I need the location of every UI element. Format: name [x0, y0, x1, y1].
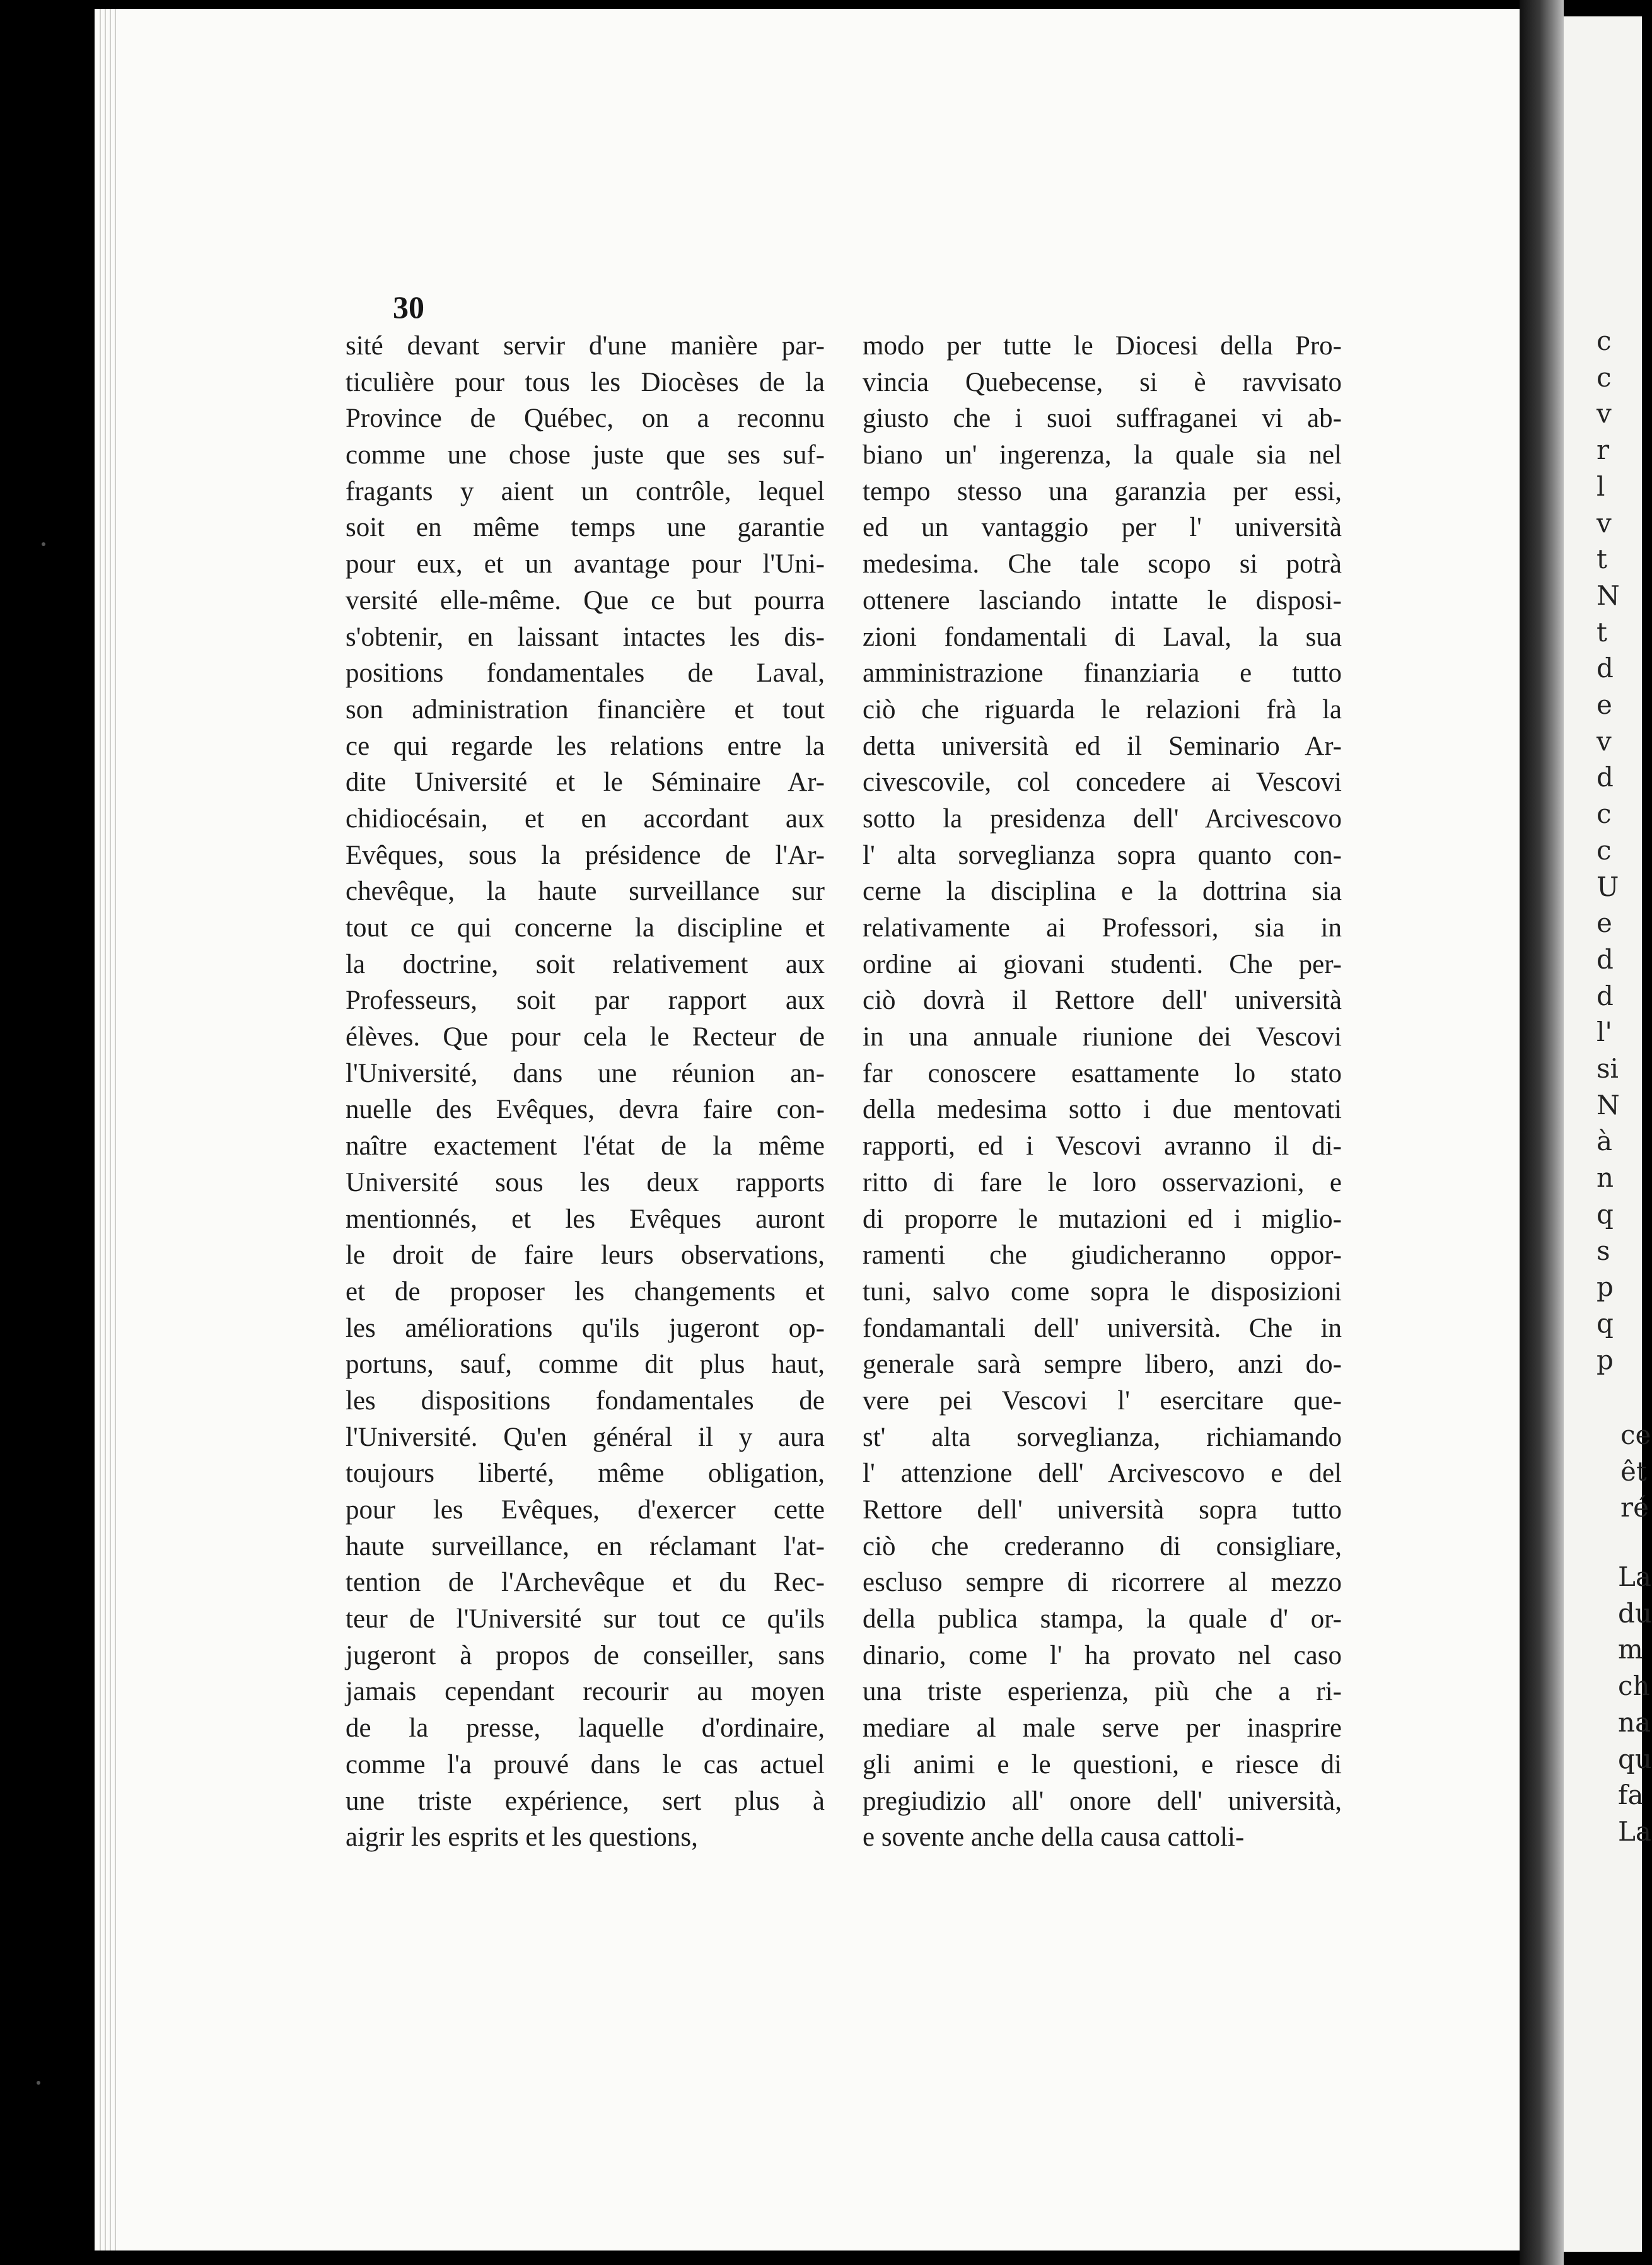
- speck: [37, 2081, 40, 2085]
- italian-text-line: l' attenzione dell' Arcivescovo e del: [863, 1459, 1342, 1489]
- french-text-line: élèves. Que pour cela le Recteur de: [346, 1022, 825, 1052]
- italian-text-line: giusto che i suoi suffraganei vi ab-: [863, 404, 1342, 434]
- facing-page-fragment: U: [1597, 871, 1619, 902]
- french-text-line: tention de l'Archevêque et du Rec-: [346, 1568, 825, 1598]
- facing-page-fragment: N: [1597, 579, 1620, 611]
- french-text-line: toujours liberté, même obligation,: [346, 1459, 825, 1489]
- french-text-line: aigrir les esprits et les questions,: [346, 1822, 698, 1853]
- italian-text-line: tuni, salvo come sopra le disposizioni: [863, 1276, 1342, 1307]
- facing-page-fragment: êt: [1620, 1455, 1647, 1487]
- page-edge: [110, 9, 111, 2250]
- italian-text-line: ed un vantaggio per l' università: [863, 513, 1342, 543]
- facing-page-fragment: La: [1618, 1815, 1651, 1847]
- speck: [42, 542, 45, 546]
- italian-text-line: l' alta sorveglianza sopra quanto con-: [863, 840, 1342, 870]
- french-text-column: [346, 328, 825, 1856]
- facing-page-fragment: ce: [1620, 1419, 1651, 1450]
- french-text-line: Province de Québec, on a reconnu: [346, 404, 825, 434]
- facing-page-fragment: t: [1597, 544, 1607, 575]
- facing-page-fragment: l: [1597, 470, 1605, 502]
- italian-text-line: st' alta sorveglianza, richiamando: [863, 1422, 1342, 1452]
- facing-page-fragment: N: [1597, 1089, 1620, 1121]
- facing-page-fragment: d: [1597, 980, 1614, 1011]
- page-edge: [105, 9, 106, 2250]
- french-text-line: de la presse, laquelle d'ordinaire,: [346, 1713, 825, 1744]
- facing-page-fragment: d: [1597, 943, 1614, 975]
- italian-text-line: della publica stampa, la quale d' or-: [863, 1604, 1342, 1634]
- italian-text-line: cerne la disciplina e la dottrina sia: [863, 876, 1342, 907]
- italian-text-line: generale sarà sempre libero, anzi do-: [863, 1349, 1342, 1380]
- italian-text-line: fondamantali dell' università. Che in: [863, 1313, 1342, 1343]
- facing-page-fragment: q: [1597, 1198, 1614, 1230]
- facing-page-fragment: c: [1597, 834, 1612, 866]
- french-text-line: mentionnés, et les Evêques auront: [346, 1204, 825, 1234]
- italian-text-line: una triste esperienza, più che a ri-: [863, 1677, 1342, 1707]
- facing-page-fragment: r: [1597, 434, 1610, 466]
- italian-text-line: detta università ed il Seminario Ar-: [863, 731, 1342, 761]
- italian-text-line: tempo stesso una garanzia per essi,: [863, 476, 1342, 506]
- french-text-line: positions fondamentales de Laval,: [346, 658, 825, 689]
- facing-page-fragment: d: [1597, 653, 1614, 684]
- italian-text-line: ramenti che giudicheranno oppor-: [863, 1240, 1342, 1271]
- facing-page-fragment: s: [1597, 1235, 1610, 1266]
- italian-text-line: ritto di fare le loro osservazioni, e: [863, 1167, 1342, 1197]
- italian-text-line: vere pei Vescovi l' esercitare que-: [863, 1385, 1342, 1416]
- french-text-line: fragants y aient un contrôle, lequel: [346, 476, 825, 506]
- facing-page-fragment: n: [1597, 1162, 1614, 1194]
- french-text-line: chevêque, la haute surveillance sur: [346, 876, 825, 907]
- italian-text-line: far conoscere esattamente lo stato: [863, 1058, 1342, 1088]
- facing-page-fragment: l': [1597, 1016, 1612, 1048]
- facing-page-fragment: q: [1597, 1307, 1614, 1339]
- french-text-line: le droit de faire leurs observations,: [346, 1240, 825, 1271]
- french-text-line: Université sous les deux rapports: [346, 1167, 825, 1197]
- french-text-line: ce qui regarde les relations entre la: [346, 731, 825, 761]
- facing-page-fragment: si: [1597, 1053, 1619, 1084]
- italian-text-line: civescovile, col concedere ai Vescovi: [863, 767, 1342, 798]
- page-number: 30: [393, 289, 424, 325]
- facing-page-fragment: qu: [1618, 1743, 1652, 1774]
- italian-text-line: modo per tutte le Diocesi della Pro-: [863, 331, 1342, 361]
- french-text-line: les améliorations qu'ils jugeront op-: [346, 1313, 825, 1343]
- facing-page-fragment: c: [1597, 798, 1612, 830]
- italian-text-line: ciò dovrà il Rettore dell' università: [863, 986, 1342, 1016]
- facing-page-fragment: e: [1597, 689, 1612, 720]
- french-text-line: naître exactement l'état de la même: [346, 1131, 825, 1162]
- italian-text-line: dinario, come l' ha provato nel caso: [863, 1640, 1342, 1670]
- italian-text-line: ciò che riguarda le relazioni frà la: [863, 694, 1342, 725]
- italian-text-line: mediare al male serve per inasprire: [863, 1713, 1342, 1744]
- facing-page-fragment: v: [1597, 398, 1612, 429]
- facing-page-fragment: na: [1618, 1706, 1651, 1738]
- facing-page-fragment: à: [1597, 1126, 1613, 1157]
- french-text-line: tout ce qui concerne la discipline et: [346, 913, 825, 943]
- french-text-line: et de proposer les changements et: [346, 1276, 825, 1307]
- italian-text-line: gli animi e le questioni, e riesce di: [863, 1749, 1342, 1779]
- french-text-line: la doctrine, soit relativement aux: [346, 949, 825, 979]
- italian-text-column: [863, 328, 1342, 1856]
- french-text-line: les dispositions fondamentales de: [346, 1385, 825, 1416]
- facing-page-fragment: c: [1597, 361, 1612, 393]
- facing-page-fragment: ch: [1618, 1670, 1650, 1702]
- italian-text-line: pregiudizio all' onore dell' università,: [863, 1786, 1342, 1816]
- italian-text-line: zioni fondamentali di Laval, la sua: [863, 622, 1342, 652]
- french-text-line: pour les Evêques, d'exercer cette: [346, 1495, 825, 1525]
- french-text-line: nuelle des Evêques, devra faire con-: [346, 1095, 825, 1125]
- french-text-line: chidiocésain, et en accordant aux: [346, 803, 825, 834]
- french-text-line: jamais cependant recourir au moyen: [346, 1677, 825, 1707]
- italian-text-line: vincia Quebecense, si è ravvisato: [863, 367, 1342, 397]
- italian-text-line: ottenere lasciando intatte le disposi-: [863, 585, 1342, 615]
- italian-text-line: e sovente anche della causa cattoli-: [863, 1822, 1245, 1853]
- facing-page-fragment: d: [1597, 762, 1614, 793]
- page-edge: [115, 9, 116, 2250]
- facing-page-fragment: ré: [1620, 1492, 1649, 1523]
- french-text-line: soit en même temps une garantie: [346, 513, 825, 543]
- italian-text-line: biano un' ingerenza, la quale sia nel: [863, 440, 1342, 470]
- facing-page-fragment: du: [1618, 1597, 1652, 1629]
- french-text-line: s'obtenir, en laissant intactes les dis-: [346, 622, 825, 652]
- italian-text-line: sotto la presidenza dell' Arcivescovo: [863, 803, 1342, 834]
- facing-page-fragment: v: [1597, 507, 1612, 539]
- french-text-line: Evêques, sous la présidence de l'Ar-: [346, 840, 825, 870]
- facing-page-fragment: v: [1597, 725, 1612, 757]
- facing-page-fragment: c: [1597, 325, 1612, 356]
- french-text-line: sité devant servir d'une manière par-: [346, 331, 825, 361]
- facing-page-fragment: m: [1618, 1634, 1643, 1665]
- italian-text-line: medesima. Che tale scopo si potrà: [863, 549, 1342, 579]
- french-text-line: jugeront à propos de conseiller, sans: [346, 1640, 825, 1670]
- page-edge: [100, 9, 101, 2250]
- facing-page-fragment: e: [1597, 907, 1612, 939]
- french-text-line: dite Université et le Séminaire Ar-: [346, 767, 825, 798]
- french-text-line: ticulière pour tous les Diocèses de la: [346, 367, 825, 397]
- french-text-line: versité elle-même. Que ce but pourra: [346, 585, 825, 615]
- italian-text-line: ordine ai giovani studenti. Che per-: [863, 949, 1342, 979]
- french-text-line: l'Université. Qu'en général il y aura: [346, 1422, 825, 1452]
- italian-text-line: relativamente ai Professori, sia in: [863, 913, 1342, 943]
- french-text-line: Professeurs, soit par rapport aux: [346, 986, 825, 1016]
- italian-text-line: ciò che crederanno di consigliare,: [863, 1531, 1342, 1561]
- italian-text-line: rapporti, ed i Vescovi avranno il di-: [863, 1131, 1342, 1162]
- french-text-line: portuns, sauf, comme dit plus haut,: [346, 1349, 825, 1380]
- facing-page-fragment: p: [1597, 1344, 1614, 1375]
- facing-page-fragment: t: [1597, 616, 1607, 648]
- italian-text-line: amministrazione finanziaria e tutto: [863, 658, 1342, 689]
- french-text-line: pour eux, et un avantage pour l'Uni-: [346, 549, 825, 579]
- french-text-line: teur de l'Université sur tout ce qu'ils: [346, 1604, 825, 1634]
- french-text-line: une triste expérience, sert plus à: [346, 1786, 825, 1816]
- italian-text-line: di proporre le mutazioni ed i miglio-: [863, 1204, 1342, 1234]
- french-text-line: comme une chose juste que ses suf-: [346, 440, 825, 470]
- facing-page-fragment: p: [1597, 1271, 1614, 1303]
- italian-text-line: escluso sempre di ricorrere al mezzo: [863, 1568, 1342, 1598]
- french-text-line: l'Université, dans une réunion an-: [346, 1058, 825, 1088]
- italian-text-line: Rettore dell' università sopra tutto: [863, 1495, 1342, 1525]
- french-text-line: son administration financière et tout: [346, 694, 825, 725]
- facing-page-edge: [1564, 16, 1652, 2252]
- french-text-line: comme l'a prouvé dans le cas actuel: [346, 1749, 825, 1779]
- facing-page-fragment: La: [1618, 1561, 1651, 1592]
- facing-page-fragment: fa: [1618, 1779, 1644, 1811]
- french-text-line: haute surveillance, en réclamant l'at-: [346, 1531, 825, 1561]
- binding-gutter-shadow: [1520, 0, 1564, 2265]
- italian-text-line: in una annuale riunione dei Vescovi: [863, 1022, 1342, 1052]
- italian-text-line: della medesima sotto i due mentovati: [863, 1095, 1342, 1125]
